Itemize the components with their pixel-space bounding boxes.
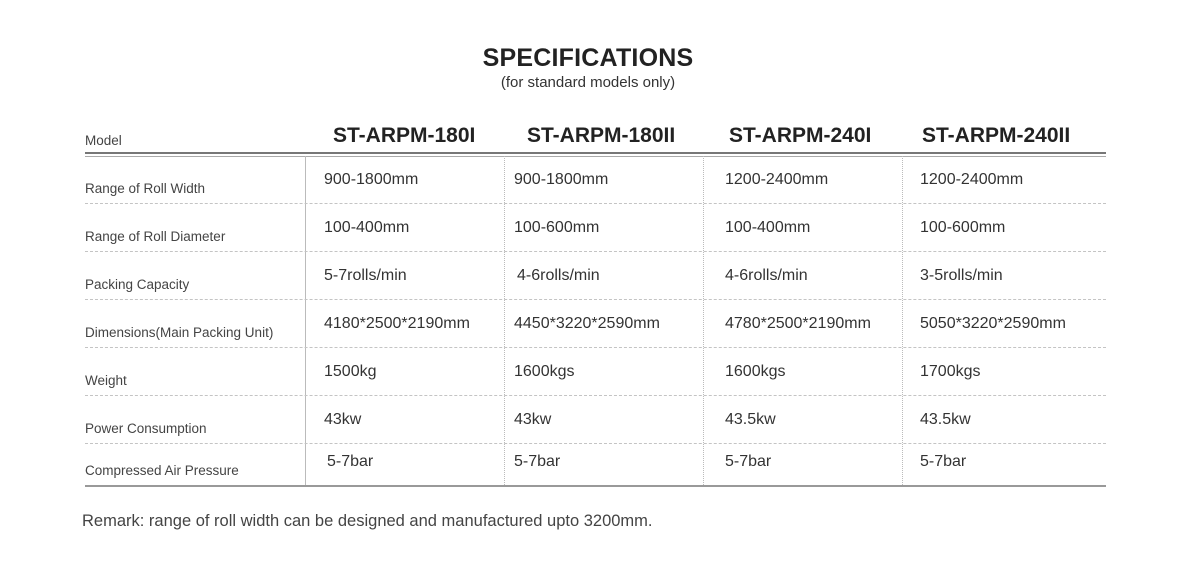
table-cell: 4-6rolls/min [725,267,808,284]
row-label: Weight [85,373,127,388]
table-row [85,348,1106,396]
row-label: Power Consumption [85,421,207,436]
table-row [85,396,1106,444]
table-cell: 1500kg [324,363,377,380]
table-row [85,252,1106,300]
table-cell: 5-7bar [920,453,967,470]
table-cell: 4780*2500*2190mm [725,315,871,332]
remark-text: Remark: range of roll width can be designed and manufactured upto 3200mm. [82,512,653,530]
table-cell: 100-600mm [514,219,600,236]
model-name-2: ST-ARPM-180II [527,124,676,147]
table-cell: 4180*2500*2190mm [324,315,470,332]
table-row [85,300,1106,348]
model-name-3: ST-ARPM-240I [729,124,872,147]
table-cell: 4-6rolls/min [517,267,600,284]
table-cell: 1200-2400mm [725,171,829,188]
table-cell: 900-1800mm [514,171,609,188]
model-name-4: ST-ARPM-240II [922,124,1071,147]
table-row [85,438,1106,486]
row-label: Packing Capacity [85,277,190,292]
model-name-1: ST-ARPM-180I [333,124,476,147]
row-label: Range of Roll Diameter [85,229,226,244]
table-cell: 100-600mm [920,219,1006,236]
row-label: Range of Roll Width [85,181,206,196]
table-cell: 100-400mm [324,219,410,236]
table-cell: 1600kgs [514,363,575,380]
spec-table [85,118,1106,488]
model-header-label: Model [85,133,122,148]
table-cell: 4450*3220*2590mm [514,315,660,332]
table-cell: 43.5kw [725,411,776,428]
table-row [85,204,1106,252]
row-label: Compressed Air Pressure [85,463,239,478]
table-cell: 5-7bar [327,453,374,470]
page-subtitle: (for standard models only) [500,74,676,91]
page-title: SPECIFICATIONS [482,44,694,72]
table-cell: 43kw [514,411,552,428]
table-cell: 100-400mm [725,219,811,236]
table-cell: 5-7bar [514,453,561,470]
table-cell: 5050*3220*2590mm [920,315,1066,332]
table-cell: 43kw [324,411,362,428]
table-bottom-border [85,485,1106,487]
table-cell: 5-7bar [725,453,772,470]
table-cell: 5-7rolls/min [324,267,407,284]
table-cell: 1200-2400mm [920,171,1024,188]
table-cell: 1600kgs [725,363,786,380]
table-cell: 43.5kw [920,411,971,428]
table-cell: 900-1800mm [324,171,419,188]
table-cell: 3-5rolls/min [920,267,1003,284]
row-label: Dimensions(Main Packing Unit) [85,325,274,340]
header-divider [85,152,1106,154]
table-cell: 1700kgs [920,363,981,380]
table-row [85,156,1106,204]
